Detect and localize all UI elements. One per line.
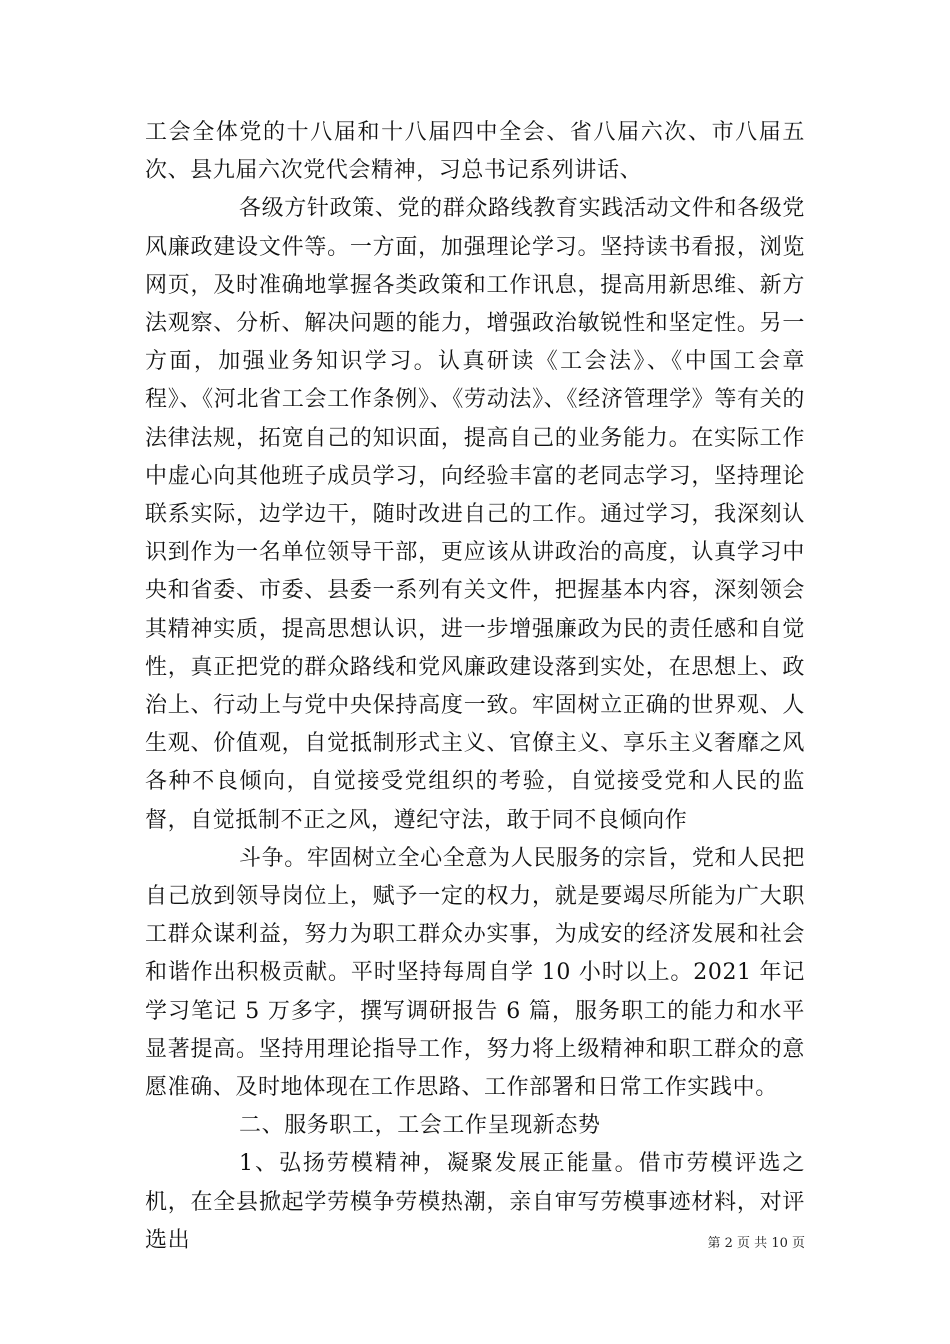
paragraph-2: 各级方针政策、党的群众路线教育实践活动文件和各级党风廉政建设文件等。一方面，加强理论学习。坚持读书看报，浏览网页，及时准确地掌握各类政策和工作讯息，提高用新思维、新方法观察、分析、解决问题的能力，增强政治敏锐性和坚定性。另一方面，加强业务知识学习。认真研读《工会法》、《中国工会章程》、《河北省工会工作条例》、《劳动法》、《经济管理学》等有关的法律法规，拓宽自己的知识面，提高自己的业务能力。在实际工作中虚心向其他班子成员学习，向经验丰富的老同志学习，坚持理论联系实际，边学边干，随时改进自己的工作。通过学习，我深刻认识到作为一名单位领导干部，更应该从讲政治的高度，认真学习中央和省委、市委、县委一系列有关文件，把握基本内容，深刻领会其精神实质，提高思想认识，进一步增强廉政为民的责任感和自觉性，真正把党的群众路线和党风廉政建设落到实处，在思想上、政治上、行动上与党中央保持高度一致。牢固树立正确的世界观、人生观、价值观，自觉抵制形式主义、官僚主义、享乐主义奢靡之风各种不良倾向，自觉接受党组织的考验，自觉接受党和人民的监督，自觉抵制不正之风，遵纪守法，敢于同不良倾向作 (145, 196, 805, 833)
paragraph-4: 1、弘扬劳模精神，凝聚发展正能量。借市劳模评选之机，在全县掀起学劳模争劳模热潮，亲自审写劳模事迹材料，对评选出 (145, 1151, 805, 1253)
page-number: 第 2 页 共 10 页 (707, 1236, 805, 1251)
section-heading: 二、服务职工，工会工作呈现新态势 (239, 1113, 601, 1139)
paragraph-3: 斗争。牢固树立全心全意为人民服务的宗旨，党和人民把自己放到领导岗位上，赋予一定的权力，就是要竭尽所能为广大职工群众谋利益，努力为职工群众办实事，为成安的经济发展和社会和谐作出积极贡献。平时坚持每周自学 10 小时以上。2021 年记学习笔记 5 万多字，撰写调研报告 6 篇，服务职工的能力和水平显著提高。坚持用理论指导工作，努力将上级精神和职工群众的意愿准确、及时地体现在工作思路、工作部署和日常工作实践中。 (145, 845, 805, 1101)
document-body (145, 114, 805, 1260)
paragraph-1: 工会全体党的十八届和十八届四中全会、省八届六次、市八届五次、县九届六次党代会精神，习总书记系列讲话、 (145, 120, 805, 184)
